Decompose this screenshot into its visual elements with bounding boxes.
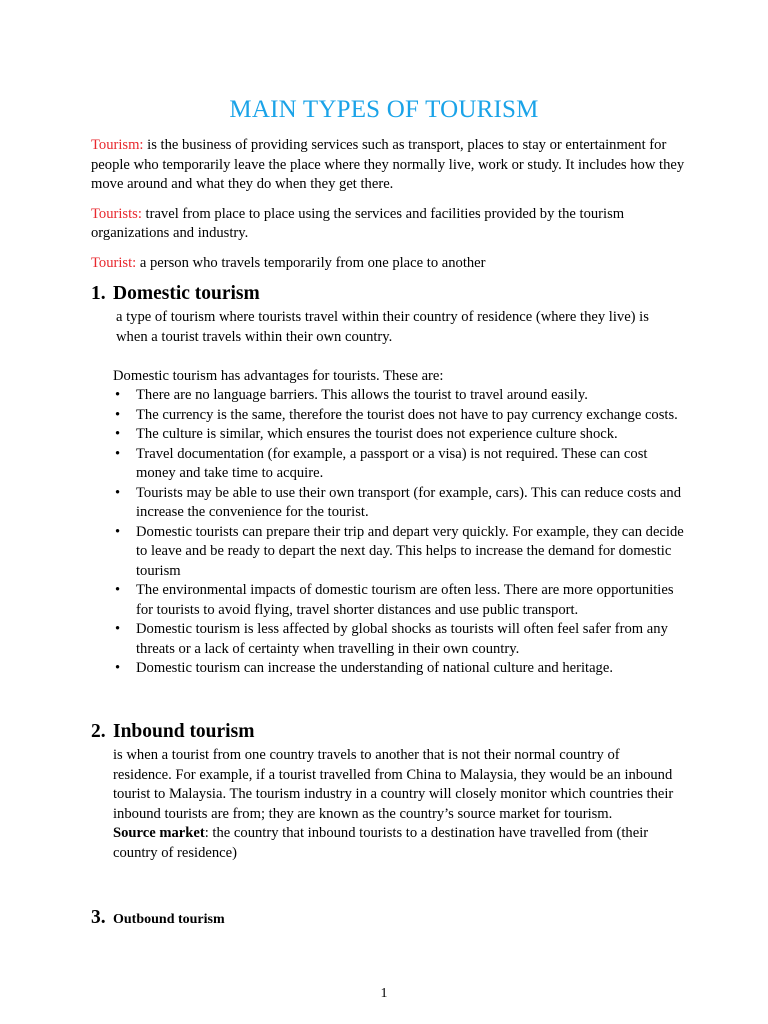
list-item [113,445,688,484]
definition-tourist [91,254,691,274]
list-item [113,386,688,406]
list-item [113,523,688,582]
definition-text: travel from place to place using the services and facilities provided by the tourism organizations and industry. [91,205,625,241]
section-text: is when a tourist from one country travels to another that is not their normal country of residence. For example, if a tourist travelled from China to Malaysia, they would be an inbound tourist to Malaysia. The tourism industry in a country will closely monitor which countries their inbound tourists are from; they are known as the country’s source market for tourism. [113,747,674,822]
section-heading [91,282,691,306]
page-number: 1 [380,986,388,1001]
list-item-text: Domestic tourism can increase the understanding of national culture and heritage. [136,660,613,676]
section-outbound-tourism [91,906,691,932]
list-item-text: Domestic tourism is less affected by global shocks as tourists will often feel safer from any threats or a lack of certainty when travelling in their own country. [136,621,668,657]
section-heading [91,906,691,932]
definition-term: Tourism: [91,137,144,153]
definition-text: is the business of providing services such as transport, places to stay or entertainment for people who temporarily leave the place where they normally live, work or study. It includes how they move around and what they do when they get there. [91,137,685,192]
bullet-icon: • [115,621,121,637]
bullet-icon: • [115,582,121,598]
list-item-text: There are no language barriers. This allows the tourist to travel around easily. [136,387,588,403]
bullet-icon: • [115,660,121,676]
list-item-text: Tourists may be able to use their own transport (for example, cars). This can reduce costs and increase the convenience for the tourist. [136,484,681,520]
bullet-icon: • [115,387,121,403]
section-heading [91,720,691,744]
list-item [113,484,688,523]
advantages-list [113,386,688,679]
bullet-icon: • [115,426,121,442]
list-item-text: The culture is similar, which ensures the tourist does not experience culture shock. [136,426,618,442]
section-number: 2. [91,721,106,742]
section-number: 1. [91,283,106,304]
definition-tourism [91,136,691,195]
section-inbound-tourism [91,720,691,863]
source-market-text: : the country that inbound tourists to a destination have travelled from (their country of residence) [113,825,649,861]
source-market-term: Source market [113,825,205,841]
definition-tourists [91,205,691,244]
section-title: Inbound tourism [113,721,255,742]
list-item [113,620,688,659]
list-item [113,581,688,620]
page-title: MAIN TYPES OF TOURISM [229,96,539,123]
list-item-text: Domestic tourists can prepare their trip and depart very quickly. For example, they can decide to leave and be ready to depart the next day. This helps to increase the demand for domestic tourism [136,523,684,579]
bullet-icon: • [115,484,121,501]
list-item [113,659,688,679]
definition-term: Tourist: [91,254,137,271]
section-title: Domestic tourism [113,283,260,304]
definition-text: a person who travels temporarily from one place to another [136,254,486,271]
list-item-text: Travel documentation (for example, a passport or a visa) is not required. These can cost money and take time to acquire. [136,445,648,481]
list-item-text: The environmental impacts of domestic tourism are often less. There are more opportunities for tourists to avoid flying, travel shorter distances and use public transport. [136,582,674,618]
list-item [113,425,688,445]
bullet-icon: • [115,445,121,462]
source-market-definition [113,824,681,863]
list-item [113,406,688,426]
section-lead: Domestic tourism has advantages for tourists. These are: [113,367,444,384]
list-item-text: The currency is the same, therefore the tourist does not have to pay currency exchange costs. [136,406,678,423]
definition-term: Tourists: [91,205,142,222]
section-title: Outbound tourism [113,912,225,927]
section-number: 3. [91,907,106,928]
section-domestic-tourism [91,282,691,679]
bullet-icon: • [115,523,121,540]
bullet-icon: • [115,406,121,423]
section-intro: a type of tourism where tourists travel within their country of residence (where they live) is when a tourist travels within their own country. [116,309,649,345]
definitions [91,136,691,283]
